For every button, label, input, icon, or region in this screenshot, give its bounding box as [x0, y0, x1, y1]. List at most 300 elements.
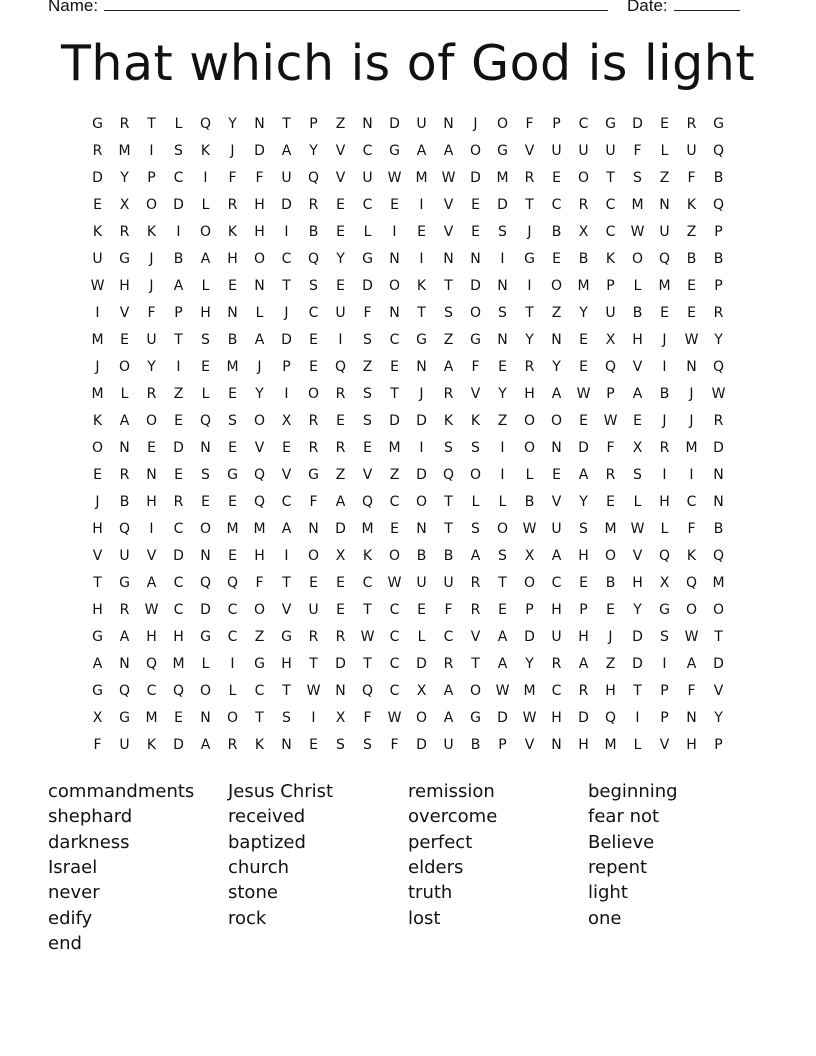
grid-letter[interactable]: U: [659, 224, 670, 240]
grid-letter[interactable]: R: [308, 413, 319, 429]
grid-letter[interactable]: Q: [199, 116, 212, 132]
grid-letter[interactable]: G: [200, 629, 211, 645]
grid-letter[interactable]: R: [605, 467, 616, 483]
grid-letter[interactable]: E: [687, 305, 696, 321]
grid-letter[interactable]: M: [658, 278, 671, 294]
grid-letter[interactable]: R: [335, 440, 346, 456]
grid-letter[interactable]: U: [551, 143, 562, 159]
grid-letter[interactable]: Q: [685, 575, 698, 591]
grid-letter[interactable]: K: [227, 224, 238, 240]
grid-letter[interactable]: S: [444, 440, 453, 456]
grid-letter[interactable]: D: [416, 467, 427, 483]
grid-letter[interactable]: Y: [525, 332, 534, 348]
grid-letter[interactable]: G: [92, 629, 103, 645]
grid-letter[interactable]: L: [201, 656, 210, 672]
grid-letter[interactable]: S: [471, 440, 480, 456]
grid-letter[interactable]: Y: [633, 602, 642, 618]
grid-letter[interactable]: E: [471, 197, 480, 213]
grid-letter[interactable]: X: [632, 440, 643, 456]
grid-letter[interactable]: Z: [686, 224, 697, 240]
grid-letter[interactable]: R: [119, 116, 130, 132]
grid-letter[interactable]: I: [284, 548, 289, 564]
grid-letter[interactable]: E: [309, 737, 318, 753]
grid-letter[interactable]: W: [360, 629, 375, 645]
grid-letter[interactable]: E: [336, 278, 345, 294]
grid-letter[interactable]: O: [388, 278, 401, 294]
grid-letter[interactable]: A: [281, 521, 292, 537]
grid-letter[interactable]: Q: [118, 683, 131, 699]
grid-letter[interactable]: A: [281, 143, 292, 159]
grid-letter[interactable]: H: [551, 602, 562, 618]
grid-letter[interactable]: K: [92, 224, 103, 240]
grid-letter[interactable]: L: [255, 305, 264, 321]
grid-letter[interactable]: U: [443, 737, 454, 753]
grid-letter[interactable]: A: [686, 656, 697, 672]
grid-letter[interactable]: C: [443, 629, 454, 645]
grid-letter[interactable]: X: [524, 548, 535, 564]
grid-letter[interactable]: B: [524, 494, 535, 510]
grid-letter[interactable]: E: [201, 359, 210, 375]
grid-letter[interactable]: R: [551, 656, 562, 672]
grid-letter[interactable]: N: [254, 278, 265, 294]
grid-letter[interactable]: O: [226, 710, 239, 726]
grid-letter[interactable]: D: [524, 629, 535, 645]
grid-letter[interactable]: Z: [389, 467, 400, 483]
grid-letter[interactable]: S: [363, 386, 372, 402]
grid-letter[interactable]: E: [336, 575, 345, 591]
grid-letter[interactable]: T: [471, 656, 480, 672]
grid-letter[interactable]: A: [497, 656, 508, 672]
grid-letter[interactable]: R: [308, 440, 319, 456]
grid-letter[interactable]: X: [605, 332, 616, 348]
grid-letter[interactable]: X: [92, 710, 103, 726]
grid-letter[interactable]: Q: [361, 683, 374, 699]
grid-letter[interactable]: Y: [255, 386, 264, 402]
grid-letter[interactable]: T: [444, 494, 453, 510]
grid-letter[interactable]: Z: [497, 413, 508, 429]
grid-letter[interactable]: H: [146, 494, 157, 510]
grid-letter[interactable]: O: [118, 359, 131, 375]
grid-letter[interactable]: N: [281, 737, 292, 753]
grid-letter[interactable]: B: [578, 251, 589, 267]
grid-letter[interactable]: O: [469, 683, 482, 699]
grid-letter[interactable]: H: [92, 602, 103, 618]
grid-letter[interactable]: R: [713, 305, 724, 321]
grid-letter[interactable]: V: [335, 143, 346, 159]
grid-letter[interactable]: I: [419, 440, 424, 456]
grid-letter[interactable]: G: [119, 575, 130, 591]
grid-letter[interactable]: U: [119, 548, 130, 564]
grid-letter[interactable]: T: [525, 305, 534, 321]
grid-letter[interactable]: W: [306, 683, 321, 699]
grid-letter[interactable]: C: [389, 656, 400, 672]
grid-letter[interactable]: A: [578, 656, 589, 672]
grid-letter[interactable]: R: [308, 629, 319, 645]
grid-letter[interactable]: I: [689, 467, 694, 483]
grid-letter[interactable]: W: [711, 386, 726, 402]
grid-letter[interactable]: V: [524, 143, 535, 159]
grid-letter[interactable]: O: [604, 548, 617, 564]
grid-letter[interactable]: V: [713, 683, 724, 699]
grid-letter[interactable]: B: [416, 548, 427, 564]
grid-letter[interactable]: Y: [147, 359, 156, 375]
grid-letter[interactable]: N: [713, 494, 724, 510]
grid-letter[interactable]: W: [522, 710, 537, 726]
grid-letter[interactable]: A: [551, 386, 562, 402]
grid-letter[interactable]: Q: [199, 575, 212, 591]
grid-letter[interactable]: R: [659, 440, 670, 456]
grid-letter[interactable]: V: [281, 602, 292, 618]
grid-letter[interactable]: U: [119, 737, 130, 753]
grid-letter[interactable]: R: [227, 737, 238, 753]
grid-letter[interactable]: Q: [712, 548, 725, 564]
grid-letter[interactable]: P: [498, 737, 507, 753]
grid-letter[interactable]: J: [662, 332, 667, 348]
grid-letter[interactable]: Q: [712, 143, 725, 159]
grid-letter[interactable]: O: [523, 413, 536, 429]
grid-letter[interactable]: D: [281, 332, 292, 348]
grid-letter[interactable]: H: [632, 575, 643, 591]
grid-letter[interactable]: B: [686, 251, 697, 267]
grid-letter[interactable]: Y: [309, 143, 318, 159]
grid-letter[interactable]: Q: [712, 197, 725, 213]
grid-letter[interactable]: E: [471, 224, 480, 240]
grid-letter[interactable]: M: [388, 440, 401, 456]
grid-letter[interactable]: E: [309, 332, 318, 348]
grid-letter[interactable]: W: [495, 683, 510, 699]
grid-letter[interactable]: E: [579, 413, 588, 429]
grid-letter[interactable]: E: [552, 467, 561, 483]
grid-letter[interactable]: Q: [199, 413, 212, 429]
grid-letter[interactable]: R: [443, 656, 454, 672]
grid-letter[interactable]: Z: [254, 629, 265, 645]
grid-letter[interactable]: B: [470, 737, 481, 753]
grid-letter[interactable]: R: [470, 602, 481, 618]
grid-letter[interactable]: C: [281, 494, 292, 510]
grid-letter[interactable]: S: [471, 521, 480, 537]
grid-letter[interactable]: N: [389, 251, 400, 267]
grid-letter[interactable]: S: [363, 413, 372, 429]
grid-letter[interactable]: J: [419, 386, 424, 402]
grid-letter[interactable]: Y: [336, 251, 345, 267]
grid-letter[interactable]: K: [686, 548, 697, 564]
grid-letter[interactable]: G: [92, 683, 103, 699]
grid-letter[interactable]: T: [93, 575, 102, 591]
grid-letter[interactable]: R: [119, 224, 130, 240]
grid-letter[interactable]: D: [281, 197, 292, 213]
grid-letter[interactable]: B: [713, 170, 724, 186]
grid-letter[interactable]: O: [91, 440, 104, 456]
grid-letter[interactable]: Y: [228, 116, 237, 132]
grid-letter[interactable]: F: [390, 737, 399, 753]
grid-letter[interactable]: A: [146, 575, 157, 591]
grid-letter[interactable]: V: [524, 737, 535, 753]
grid-letter[interactable]: F: [363, 305, 372, 321]
grid-letter[interactable]: O: [631, 251, 644, 267]
grid-letter[interactable]: S: [228, 413, 237, 429]
grid-letter[interactable]: G: [605, 116, 616, 132]
grid-letter[interactable]: B: [173, 251, 184, 267]
grid-letter[interactable]: N: [146, 467, 157, 483]
grid-letter[interactable]: L: [633, 278, 642, 294]
grid-letter[interactable]: L: [660, 143, 669, 159]
grid-letter[interactable]: E: [552, 251, 561, 267]
grid-letter[interactable]: Q: [442, 467, 455, 483]
grid-letter[interactable]: L: [498, 494, 507, 510]
grid-letter[interactable]: J: [230, 143, 235, 159]
grid-letter[interactable]: T: [282, 683, 291, 699]
grid-letter[interactable]: E: [579, 359, 588, 375]
grid-letter[interactable]: C: [551, 197, 562, 213]
grid-letter[interactable]: U: [92, 251, 103, 267]
grid-letter[interactable]: Z: [335, 467, 346, 483]
grid-letter[interactable]: H: [578, 548, 589, 564]
grid-letter[interactable]: E: [174, 413, 183, 429]
grid-letter[interactable]: N: [713, 467, 724, 483]
grid-letter[interactable]: T: [714, 629, 723, 645]
grid-letter[interactable]: N: [200, 440, 211, 456]
grid-letter[interactable]: N: [200, 548, 211, 564]
grid-letter[interactable]: T: [498, 575, 507, 591]
grid-letter[interactable]: I: [500, 251, 505, 267]
grid-letter[interactable]: E: [282, 440, 291, 456]
grid-letter[interactable]: N: [416, 521, 427, 537]
grid-letter[interactable]: F: [309, 494, 318, 510]
grid-letter[interactable]: O: [469, 467, 482, 483]
grid-letter[interactable]: D: [335, 656, 346, 672]
grid-letter[interactable]: B: [713, 251, 724, 267]
grid-letter[interactable]: F: [606, 440, 615, 456]
grid-letter[interactable]: A: [92, 656, 103, 672]
grid-letter[interactable]: A: [173, 278, 184, 294]
grid-letter[interactable]: E: [228, 494, 237, 510]
grid-letter[interactable]: A: [443, 359, 454, 375]
grid-letter[interactable]: U: [443, 575, 454, 591]
grid-letter[interactable]: D: [713, 656, 724, 672]
grid-letter[interactable]: U: [578, 143, 589, 159]
grid-letter[interactable]: R: [578, 683, 589, 699]
grid-letter[interactable]: J: [689, 413, 694, 429]
grid-letter[interactable]: M: [577, 278, 590, 294]
grid-letter[interactable]: C: [389, 602, 400, 618]
grid-letter[interactable]: C: [578, 116, 589, 132]
grid-letter[interactable]: B: [227, 332, 238, 348]
grid-letter[interactable]: U: [686, 143, 697, 159]
grid-letter[interactable]: R: [524, 170, 535, 186]
grid-letter[interactable]: W: [603, 413, 618, 429]
grid-letter[interactable]: G: [308, 467, 319, 483]
grid-letter[interactable]: Q: [118, 521, 131, 537]
grid-letter[interactable]: I: [419, 197, 424, 213]
grid-letter[interactable]: R: [119, 602, 130, 618]
grid-letter[interactable]: L: [228, 683, 237, 699]
grid-letter[interactable]: U: [551, 629, 562, 645]
grid-letter[interactable]: D: [416, 413, 427, 429]
grid-letter[interactable]: I: [527, 278, 532, 294]
grid-letter[interactable]: X: [416, 683, 427, 699]
grid-letter[interactable]: Q: [712, 359, 725, 375]
grid-letter[interactable]: N: [119, 656, 130, 672]
grid-letter[interactable]: C: [308, 305, 319, 321]
grid-letter[interactable]: O: [469, 143, 482, 159]
grid-letter[interactable]: S: [174, 143, 183, 159]
grid-letter[interactable]: I: [635, 710, 640, 726]
grid-letter[interactable]: F: [93, 737, 102, 753]
grid-letter[interactable]: E: [201, 494, 210, 510]
grid-letter[interactable]: E: [606, 494, 615, 510]
grid-letter[interactable]: B: [443, 548, 454, 564]
grid-letter[interactable]: A: [119, 629, 130, 645]
grid-letter[interactable]: C: [281, 251, 292, 267]
grid-letter[interactable]: T: [282, 116, 291, 132]
grid-letter[interactable]: H: [92, 521, 103, 537]
grid-letter[interactable]: C: [362, 197, 373, 213]
grid-letter[interactable]: D: [578, 710, 589, 726]
grid-letter[interactable]: I: [176, 224, 181, 240]
grid-letter[interactable]: R: [146, 386, 157, 402]
grid-letter[interactable]: V: [254, 440, 265, 456]
grid-letter[interactable]: E: [174, 467, 183, 483]
grid-letter[interactable]: W: [441, 170, 456, 186]
grid-letter[interactable]: P: [282, 359, 291, 375]
grid-letter[interactable]: M: [604, 737, 617, 753]
grid-letter[interactable]: H: [281, 656, 292, 672]
grid-letter[interactable]: L: [363, 224, 372, 240]
grid-letter[interactable]: W: [522, 521, 537, 537]
grid-letter[interactable]: H: [524, 386, 535, 402]
grid-letter[interactable]: V: [632, 359, 643, 375]
grid-letter[interactable]: N: [227, 305, 238, 321]
grid-letter[interactable]: Y: [552, 359, 561, 375]
grid-letter[interactable]: N: [470, 251, 481, 267]
grid-letter[interactable]: G: [659, 602, 670, 618]
grid-letter[interactable]: V: [92, 548, 103, 564]
grid-letter[interactable]: J: [284, 305, 289, 321]
grid-letter[interactable]: U: [605, 305, 616, 321]
grid-letter[interactable]: L: [633, 494, 642, 510]
grid-letter[interactable]: N: [308, 521, 319, 537]
grid-letter[interactable]: A: [497, 629, 508, 645]
grid-letter[interactable]: K: [416, 278, 427, 294]
grid-letter[interactable]: R: [308, 197, 319, 213]
grid-letter[interactable]: O: [550, 413, 563, 429]
grid-letter[interactable]: D: [497, 197, 508, 213]
grid-letter[interactable]: E: [633, 413, 642, 429]
grid-letter[interactable]: B: [713, 521, 724, 537]
grid-letter[interactable]: W: [387, 170, 402, 186]
grid-letter[interactable]: O: [415, 494, 428, 510]
grid-letter[interactable]: C: [605, 197, 616, 213]
grid-letter[interactable]: Q: [658, 251, 671, 267]
grid-letter[interactable]: E: [336, 413, 345, 429]
grid-letter[interactable]: B: [659, 386, 670, 402]
grid-letter[interactable]: O: [577, 170, 590, 186]
name-blank-line[interactable]: [104, 10, 608, 11]
grid-letter[interactable]: M: [523, 683, 536, 699]
grid-letter[interactable]: N: [686, 359, 697, 375]
grid-letter[interactable]: F: [255, 170, 264, 186]
grid-letter[interactable]: J: [149, 278, 154, 294]
grid-letter[interactable]: M: [91, 386, 104, 402]
grid-letter[interactable]: Q: [307, 170, 320, 186]
grid-letter[interactable]: K: [605, 251, 616, 267]
grid-letter[interactable]: E: [228, 440, 237, 456]
grid-letter[interactable]: E: [336, 197, 345, 213]
grid-letter[interactable]: F: [444, 602, 453, 618]
grid-letter[interactable]: Q: [334, 359, 347, 375]
grid-letter[interactable]: N: [416, 359, 427, 375]
grid-letter[interactable]: D: [389, 116, 400, 132]
grid-letter[interactable]: R: [470, 575, 481, 591]
grid-letter[interactable]: M: [253, 521, 266, 537]
grid-letter[interactable]: C: [605, 224, 616, 240]
grid-letter[interactable]: A: [119, 413, 130, 429]
grid-letter[interactable]: A: [443, 710, 454, 726]
grid-letter[interactable]: J: [95, 494, 100, 510]
grid-letter[interactable]: N: [443, 251, 454, 267]
grid-letter[interactable]: K: [146, 737, 157, 753]
grid-letter[interactable]: E: [660, 305, 669, 321]
grid-letter[interactable]: M: [631, 197, 644, 213]
grid-letter[interactable]: Y: [579, 494, 588, 510]
grid-letter[interactable]: C: [173, 602, 184, 618]
grid-letter[interactable]: H: [227, 251, 238, 267]
grid-letter[interactable]: A: [416, 143, 427, 159]
grid-letter[interactable]: R: [173, 494, 184, 510]
grid-letter[interactable]: W: [684, 629, 699, 645]
grid-letter[interactable]: E: [309, 359, 318, 375]
grid-letter[interactable]: D: [362, 278, 373, 294]
grid-letter[interactable]: E: [309, 575, 318, 591]
grid-letter[interactable]: D: [416, 656, 427, 672]
grid-letter[interactable]: V: [659, 737, 670, 753]
grid-letter[interactable]: G: [389, 143, 400, 159]
grid-letter[interactable]: I: [284, 224, 289, 240]
grid-letter[interactable]: P: [174, 305, 183, 321]
grid-letter[interactable]: K: [254, 737, 265, 753]
grid-letter[interactable]: P: [606, 278, 615, 294]
grid-letter[interactable]: C: [173, 575, 184, 591]
grid-letter[interactable]: P: [606, 386, 615, 402]
grid-letter[interactable]: M: [145, 710, 158, 726]
grid-letter[interactable]: B: [119, 494, 130, 510]
grid-letter[interactable]: U: [416, 575, 427, 591]
grid-letter[interactable]: D: [389, 413, 400, 429]
grid-letter[interactable]: D: [173, 440, 184, 456]
grid-letter[interactable]: A: [443, 683, 454, 699]
grid-letter[interactable]: K: [146, 224, 157, 240]
grid-letter[interactable]: L: [201, 197, 210, 213]
grid-letter[interactable]: U: [281, 170, 292, 186]
grid-letter[interactable]: Q: [145, 656, 158, 672]
grid-letter[interactable]: W: [90, 278, 105, 294]
grid-letter[interactable]: G: [416, 332, 427, 348]
grid-letter[interactable]: G: [254, 656, 265, 672]
grid-letter[interactable]: P: [714, 278, 723, 294]
grid-letter[interactable]: U: [362, 170, 373, 186]
grid-letter[interactable]: E: [579, 575, 588, 591]
grid-letter[interactable]: T: [444, 278, 453, 294]
grid-letter[interactable]: W: [684, 332, 699, 348]
grid-letter[interactable]: K: [470, 413, 481, 429]
grid-letter[interactable]: T: [282, 575, 291, 591]
grid-letter[interactable]: Y: [714, 710, 723, 726]
grid-letter[interactable]: E: [228, 548, 237, 564]
grid-letter[interactable]: M: [415, 170, 428, 186]
grid-letter[interactable]: A: [632, 386, 643, 402]
grid-letter[interactable]: P: [714, 224, 723, 240]
grid-letter[interactable]: O: [307, 386, 320, 402]
